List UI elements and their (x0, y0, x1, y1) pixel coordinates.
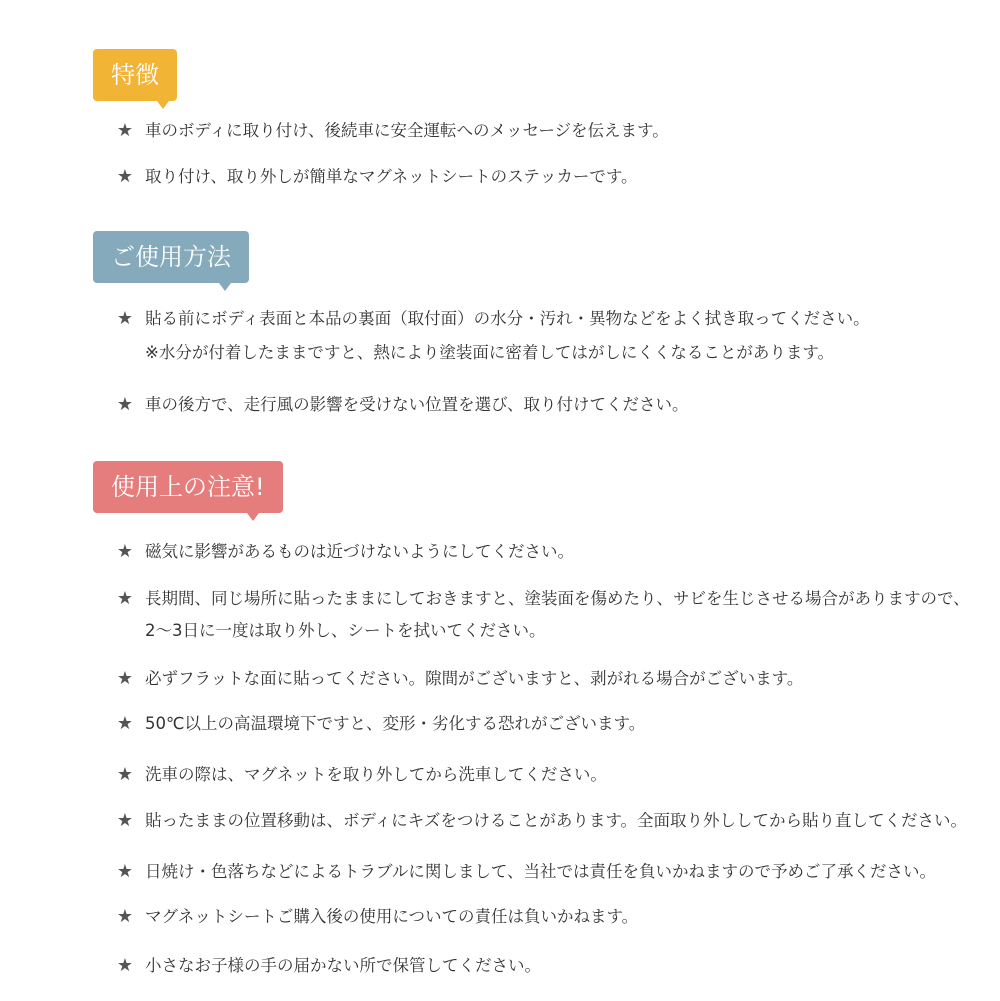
list-item (115, 811, 967, 831)
star-icon: ★ (116, 394, 134, 415)
star-icon: ★ (116, 588, 134, 609)
star-icon: ★ (116, 308, 134, 329)
list-item (115, 589, 970, 609)
list-item (115, 907, 638, 927)
list-item-text: 小さなお子様の手の届かない所で保管してください。 (145, 956, 541, 975)
list-item-text: 洗車の際は、マグネットを取り外してから洗車してください。 (145, 765, 607, 784)
star-icon: ★ (116, 861, 134, 882)
list-item-text: 車のボディに取り付け、後続車に安全運転へのメッセージを伝えます。 (145, 121, 669, 140)
list-item-text: 貼る前にボディ表面と本品の裏面（取付面）の水分・汚れ・異物などをよく拭き取ってください。 (145, 309, 870, 328)
list-item (115, 862, 936, 882)
list-item-text: マグネットシートご購入後の使用についての責任は負いかねます。 (145, 907, 639, 926)
section-heading-cautions: 使用上の注意! (93, 461, 283, 513)
section-heading-usage: ご使用方法 (93, 231, 249, 283)
list-item (115, 121, 669, 141)
list-item (115, 395, 689, 415)
star-icon: ★ (116, 668, 134, 689)
star-icon: ★ (116, 764, 134, 785)
list-item-text: 取り付け、取り外しが簡単なマグネットシートのステッカーです。 (145, 167, 638, 186)
list-item (115, 542, 574, 562)
star-icon: ★ (116, 541, 134, 562)
section-heading-features: 特徴 (93, 49, 177, 101)
list-item (115, 309, 870, 329)
list-item-text: 磁気に影響があるものは近づけないようにしてください。 (145, 542, 574, 561)
list-item (115, 669, 803, 689)
list-item-text: 必ずフラットな面に貼ってください。隙間がございますと、剥がれる場合がございます。 (145, 669, 804, 688)
list-item-note: 2～3日に一度は取り外し、シートを拭いてください。 (145, 621, 546, 640)
star-icon: ★ (116, 713, 134, 734)
star-icon: ★ (116, 810, 134, 831)
list-item-text: 50℃以上の高温環境下ですと、変形・劣化する恐れがございます。 (145, 714, 646, 733)
list-item (115, 167, 638, 187)
list-item (115, 765, 607, 785)
list-item (115, 714, 645, 734)
star-icon: ★ (116, 906, 134, 927)
list-item-text: 車の後方で、走行風の影響を受けない位置を選び、取り付けてください。 (145, 395, 689, 414)
list-item (115, 956, 541, 976)
list-item-text: 日焼け・色落ちなどによるトラブルに関しまして、当社では責任を負いかねますので予めご了承ください。 (145, 862, 937, 881)
list-item-text: 貼ったままの位置移動は、ボディにキズをつけることがあります。全面取り外ししてから貼り直してください。 (145, 811, 968, 830)
list-item-note: ※水分が付着したままですと、熱により塗装面に密着してはがしにくくなることがあります。 (145, 343, 835, 362)
star-icon: ★ (116, 166, 134, 187)
list-item-text: 長期間、同じ場所に貼ったままにしておきますと、塗装面を傷めたり、サビを生じさせる場合がありますので、 (145, 589, 970, 608)
star-icon: ★ (116, 120, 134, 141)
star-icon: ★ (116, 955, 134, 976)
